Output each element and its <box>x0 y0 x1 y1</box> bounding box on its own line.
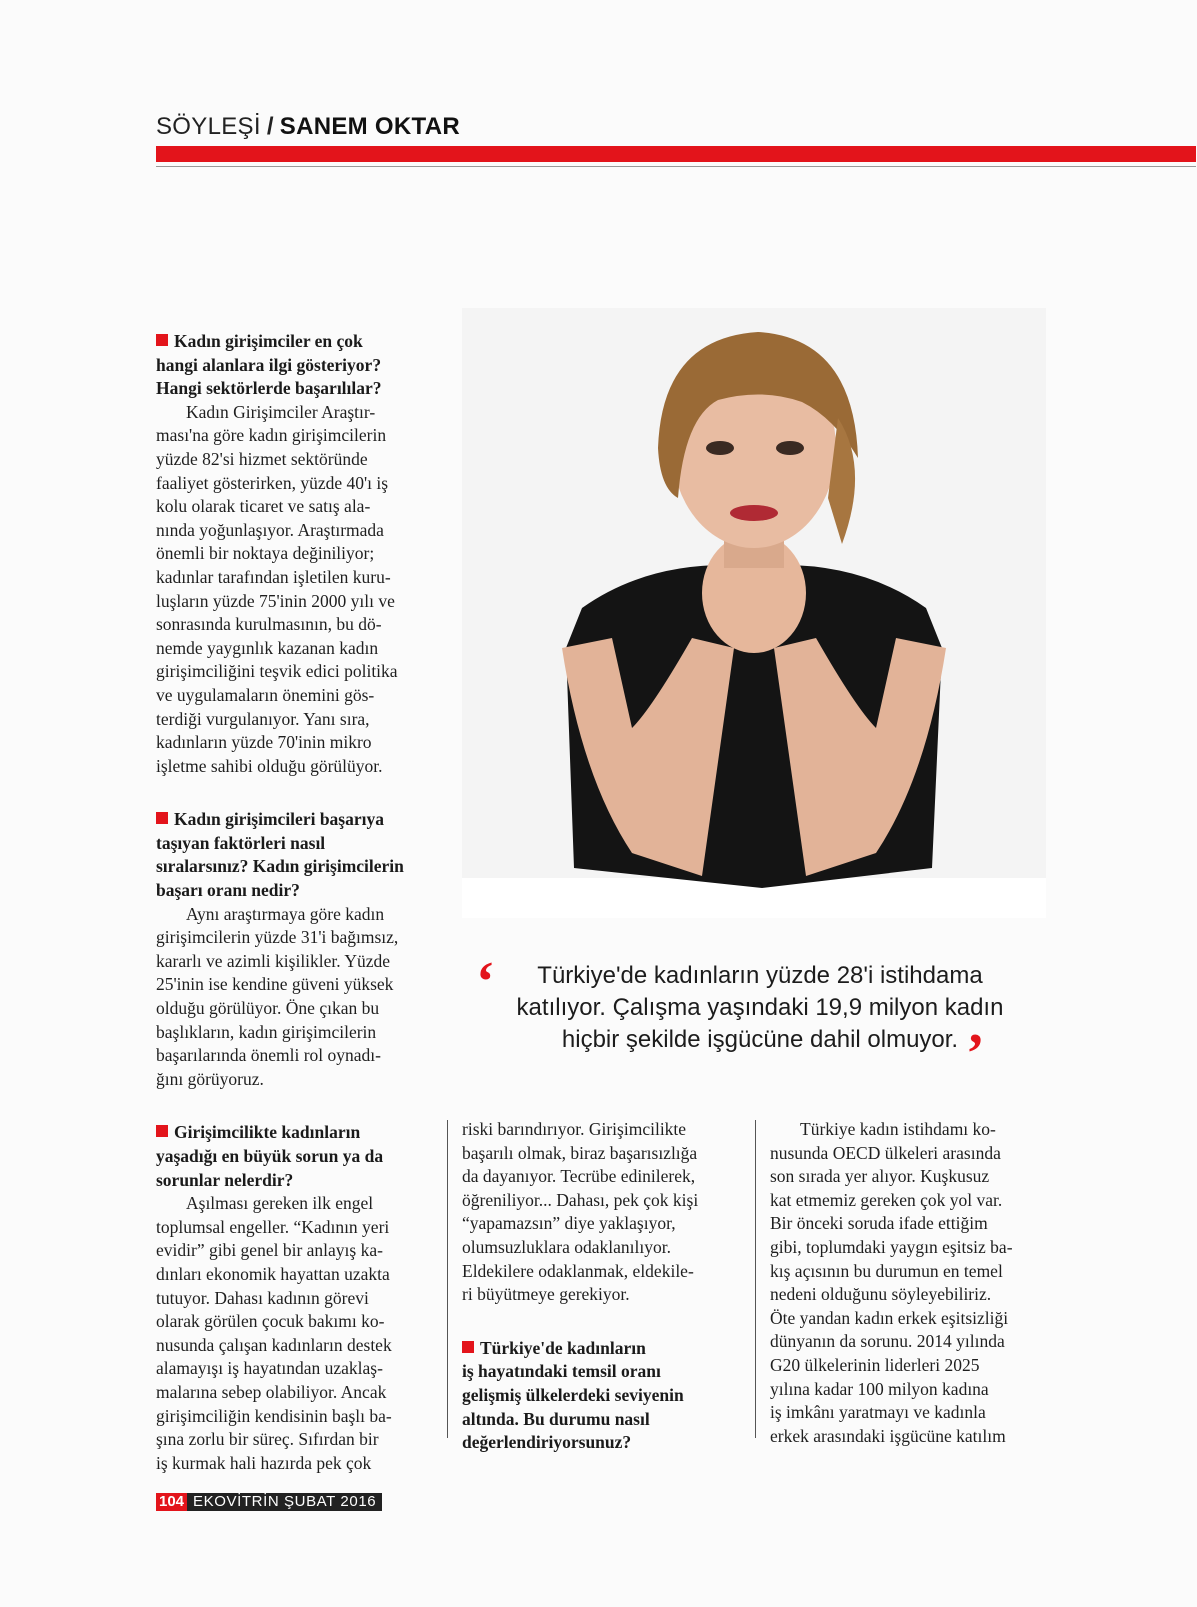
magazine-issue: EKOVİTRİN ŞUBAT 2016 <box>187 1493 382 1511</box>
answer-paragraph: Aşılması gereken ilk engel toplumsal engeller. “Kadının yeri evidir” gibi genel bir anlayış ka- dınları ekonomik hayattan uzakta tutuyor. Dahası kadının görevi olarak görülen çocuk bakımı ko- nusunda çalışan kadınların destek alamayışı iş hayatından uzaklaş- malarına sebep olabiliyor. Ancak girişimciliğin kendisinin başlı ba- şına zorlu bir süreç. Sıfırdan bir iş kurmak hali hazırda pek çok <box>156 1193 392 1473</box>
bullet-square-icon <box>156 812 168 824</box>
answer-paragraph: Türkiye kadın istihdamı ko- nusunda OECD ülkeleri arasında son sırada yer alıyor. Kuşkusuz kat etmemiz gereken çok yol var. Bir önceki soruda ifade ettiğim gibi, toplumdaki yaygın eşitsiz ba- kış açısının bu durumun en temel nedeni olduğunu söyleyebiliriz. Öte yandan kadın erkek eşitsizliği dünyanın da sorunu. 2014 yılında G20 ülkelerinin liderleri 2025 yılına kadar 100 milyon kadına iş imkânı yaratmayı ve kadınla erkek arasındaki işgücüne katılım <box>770 1119 1013 1446</box>
quote-close-mark: ’ <box>966 1023 985 1085</box>
bullet-square-icon <box>156 334 168 346</box>
answer-paragraph: Kadın Girişimciler Araştır- ması'na göre kadın girişimcilerin yüzde 82'si hizmet sektöründe faaliyet gösterirken, yüzde 40'ı iş kolu olarak ticaret ve satış ala- nında yoğunlaşıyor. Araştırmada önemli bir noktaya değiniliyor; kadınlar tarafından işletilen kuru- luşların yüzde 75'inin 2000 yılı ve sonrasında kurulmasının, bu dö- nemde yaygınlık kazanan kadın girişimciliğini teşvik edici politika ve uygulamaların önemini gös- terdiği vurgulanıyor. Yanı sıra, kadınların yüzde 70'inin mikro işletme sahibi olduğu görülüyor. <box>156 401 398 776</box>
page-number: 104 <box>156 1493 187 1511</box>
question-heading: Kadın girişimciler en çok hangi alanlara ilgi gösteriyor? Hangi sektörlerde başarılılar? <box>156 331 382 399</box>
answer-paragraph: Aynı araştırmaya göre kadın girişimcilerin yüzde 31'i bağımsız, kararlı ve azimli kişilikler. Yüzde 25'inin ise kendine güveni yüksek olduğu görülüyor. Öne çıkan bu başlıkların, kadın girişimcilerin başarılarında önemli rol oynadı- ğını görüyoruz. <box>156 903 399 1089</box>
text-column-3 <box>770 1118 1060 1448</box>
header-red-bar <box>156 146 1196 162</box>
portrait-illustration <box>462 308 1046 918</box>
interviewee-name: SANEM OKTAR <box>279 113 460 140</box>
question-heading: Kadın girişimcileri başarıya taşıyan faktörleri nasıl sıralarsınız? Kadın girişimcilerin başarı oranı nedir? <box>156 809 404 901</box>
column-divider <box>447 1120 448 1438</box>
header-rule <box>156 166 1196 167</box>
article-header <box>156 112 1196 142</box>
column-divider <box>755 1120 756 1438</box>
bullet-square-icon <box>156 1125 168 1137</box>
question-heading: Girişimcilikte kadınların yaşadığı en büyük sorun ya da sorunlar nelerdir? <box>156 1122 384 1190</box>
quote-line: katılıyor. Çalışma yaşındaki 19,9 milyon kadın <box>516 994 1004 1021</box>
page-footer <box>156 1493 382 1511</box>
pull-quote <box>470 951 1050 1085</box>
answer-paragraph: riski barındırıyor. Girişimcilikte başarılı olmak, biraz başarısızlığa da dayanıyor. Tecrübe edinilerek, öğreniliyor... Dahası, pek çok kişi “yapamazsın” diye yaklaşıyor, olumsuzluklara odaklanılıyor. Eldekilere odaklanmak, eldekile- ri büyütmeye gerekiyor. <box>462 1119 699 1305</box>
text-column-2 <box>462 1118 752 1455</box>
section-label: SÖYLEŞİ <box>156 113 261 140</box>
quote-line: Türkiye'de kadınların yüzde 28'i istihdama <box>537 962 983 989</box>
bullet-square-icon <box>462 1341 474 1353</box>
text-column-1 <box>156 330 446 1475</box>
portrait-photo <box>462 308 1046 918</box>
question-heading: Türkiye'de kadınların iş hayatındaki temsil oranı gelişmiş ülkelerdeki seviyenin altında. Bu durumu nasıl değerlendiriyorsunuz? <box>462 1337 684 1453</box>
quote-open-mark: ‘ <box>476 951 495 1013</box>
section-title <box>156 112 1196 142</box>
title-separator: / <box>266 113 274 140</box>
quote-line: hiçbir şekilde işgücüne dahil olmuyor. <box>561 1026 959 1053</box>
